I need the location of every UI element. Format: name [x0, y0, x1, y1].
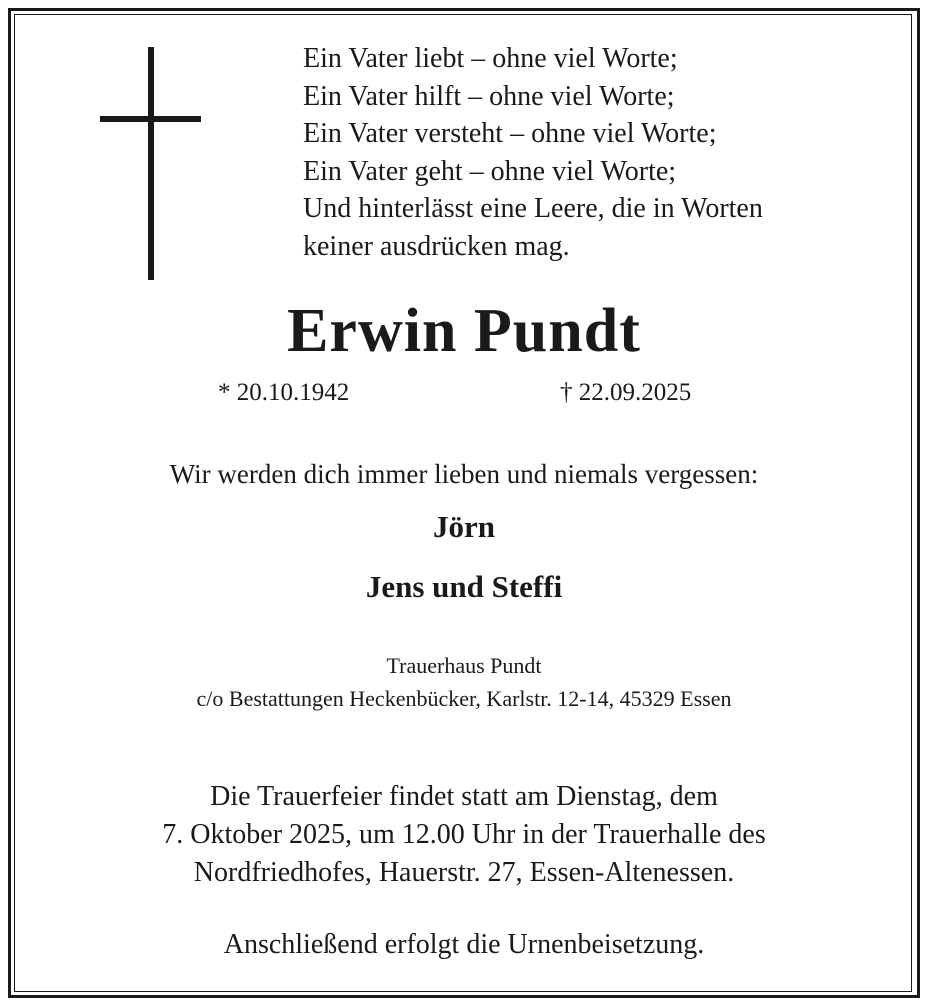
poem-line: Und hinterlässt eine Leere, die in Worten	[303, 193, 763, 224]
address-line: Trauerhaus Pundt	[386, 653, 542, 678]
poem-line: Ein Vater liebt – ohne viel Worte;	[303, 43, 678, 74]
address-line: c/o Bestattungen Heckenbücker, Karlstr. 12-14, 45329 Essen	[196, 686, 732, 711]
service-line: 7. Oktober 2025, um 12.00 Uhr in der Trauerhalle des	[162, 819, 766, 850]
poem-line: Ein Vater geht – ohne viel Worte;	[303, 155, 677, 187]
birth-date: * 20.10.1942	[218, 379, 350, 406]
mourner-name: Jens und Steffi	[365, 569, 563, 604]
poem-line: Ein Vater hilft – ohne viel Worte;	[303, 80, 675, 112]
service-line: Die Trauerfeier findet statt am Dienstag, dem	[210, 781, 718, 812]
cross-vertical-bar	[148, 47, 154, 280]
poem	[303, 40, 763, 265]
mourner-name: Jörn	[433, 509, 495, 544]
death-date: † 22.09.2025	[560, 379, 692, 406]
deceased-name: Erwin Pundt	[287, 297, 641, 365]
service-line: Nordfriedhofes, Hauerstr. 27, Essen-Altenessen.	[193, 857, 735, 888]
poem-line: keiner ausdrücken mag.	[303, 230, 570, 262]
remembrance-text: Wir werden dich immer lieben und niemals vergessen:	[169, 459, 759, 489]
closing-text: Anschließend erfolgt die Urnenbeisetzung.	[223, 929, 705, 960]
cross-horizontal-bar	[100, 116, 201, 122]
poem-line: Ein Vater versteht – ohne viel Worte;	[303, 118, 717, 149]
service-info	[0, 778, 928, 892]
